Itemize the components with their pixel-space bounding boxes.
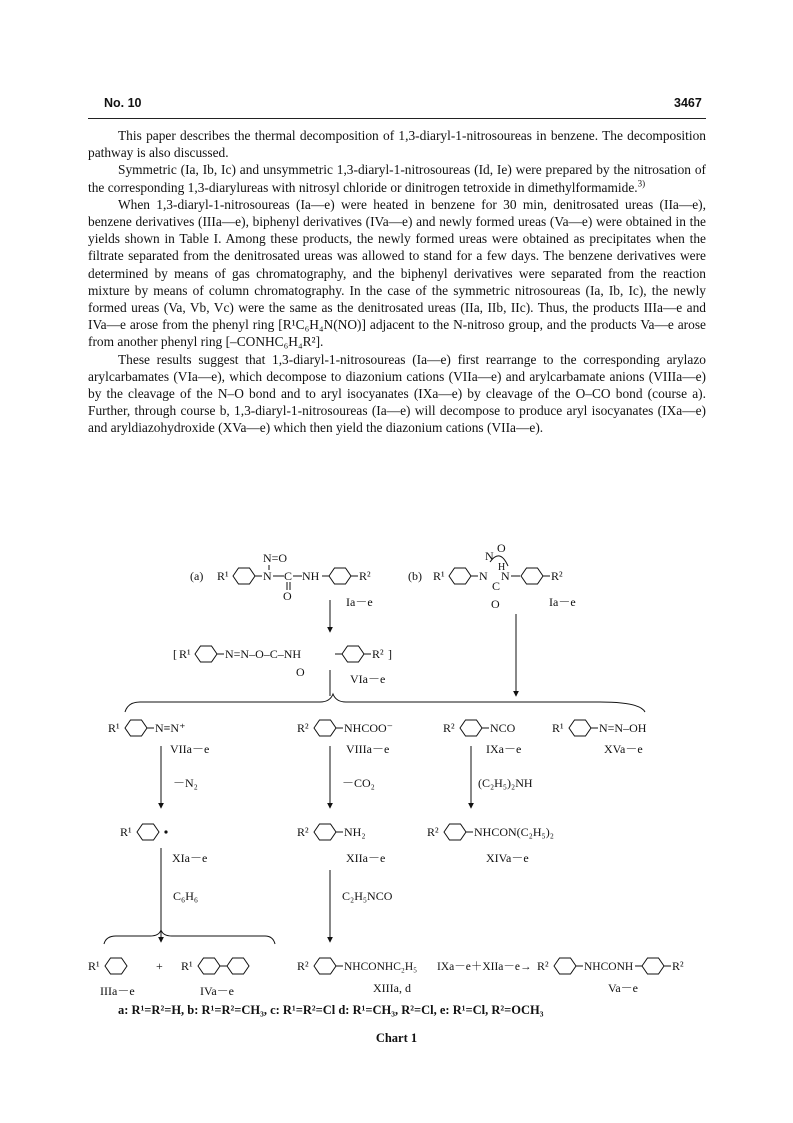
- compound-XIIa-e: XIIa－e: [346, 851, 386, 865]
- group-diazohydroxide: N=N–OH: [599, 721, 647, 735]
- svg-text:O: O: [283, 589, 292, 603]
- svg-text:N: N: [263, 569, 272, 583]
- compound-VIa-e: VIa－e: [350, 672, 386, 686]
- paragraph-1: This paper describes the thermal decomposition of 1,3-diaryl-1-nitrosoureas in benzene. The decomposition pathway is also discussed.: [88, 128, 706, 161]
- r1-label: R¹: [108, 721, 120, 735]
- r2-label: R²: [359, 569, 371, 583]
- compound-Va-e: Va－e: [608, 981, 638, 995]
- reagent-diethylamine: (C₂H₅)₂NH: [478, 776, 533, 790]
- r1-label: R¹: [179, 647, 191, 661]
- svg-text:H: H: [498, 562, 506, 573]
- compound-VIIIa-e: VIIIa－e: [346, 742, 390, 756]
- r1-label: R¹: [181, 959, 193, 973]
- svg-text:NH: NH: [302, 569, 320, 583]
- r1-label: R¹: [120, 825, 132, 839]
- r2-label: R²: [372, 647, 384, 661]
- journal-number: No. 10: [104, 96, 142, 110]
- group-amine: NH₂: [344, 825, 366, 839]
- plus-sign: +: [156, 959, 163, 973]
- r1-label: R¹: [217, 569, 229, 583]
- r2-label: R²: [672, 959, 684, 973]
- group-diethylurea: NHCON(C₂H₅)₂: [474, 825, 554, 839]
- paragraph-2: Symmetric (Ia, Ib, Ic) and unsymmetric 1,3-diaryl-1-nitrosoureas (Id, Ie) were prepared by the nitrosation of the corresponding 1,3-diarylureas with nitrosyl chloride or dinitrogen tetroxide in dimethylformamide.$^{3)}$: [88, 162, 706, 195]
- compound-IIIa-e: IIIa－e: [100, 984, 135, 998]
- reagent-benzene: C₆H₆: [173, 889, 199, 903]
- group-diarylurea: NHCONH: [584, 961, 634, 973]
- r1-label: R¹: [433, 569, 445, 583]
- substituent-legend: a: R¹=R²=H, b: R¹=R²=CH₃, c: R¹=R²=Cl d: R¹=CH₃, R²=Cl, e: R¹=Cl, R²=OCH₃: [118, 1003, 544, 1017]
- group-isocyanate: NCO: [490, 721, 516, 735]
- r2-label: R²: [297, 721, 309, 735]
- paragraph-4: These results suggest that 1,3-diaryl-1-nitrosoureas (Ia—e) first rearrange to the corresponding arylazo arylcarbamates (VIa—e), which decompose to diazonium cations (VIIa—e) and arylcarbamate anions (VIIIa—e) by the cleavage of the N–O bond and to aryl isocyanates (IXa—e) by cleavage of the O–CO bond (course a). Further, through course b, 1,3-diaryl-1-nitrosoureas (Ia—e) will decompose to produce aryl isocyanates (IXa—e) and aryldiazohydroxide (XVa—e) which then yield the diazonium cations (VIIa—e).: [88, 351, 706, 436]
- paragraph-3: When 1,3-diaryl-1-nitrosoureas (Ia—e) were heated in benzene for 30 min, denitrosated ureas (IIa—e), benzene derivatives (IIIa—e), biphenyl derivatives (IVa—e) and newly formed ureas (Va—e) were obtained in the yields shown in Table I. Among these products, the newly formed ureas were obtained as precipitates when the filtrate separated from the denitrosated ureas was allowed to stand for a few days. The benzene derivatives were determined by means of gas chromatography, and the biphenyl derivatives were separated from the reaction mixture by means of column chromatography. In the case of the symmetric nitrosoureas (Ia, Ib, Ic), the newly formed ureas (Va, Vb, Vc) were the same as the denitrosated ureas (IIa, IIb, IIc). Thus, the products IIIa—e and IVa—e arose from the phenyl ring [R¹C₆H₄N(NO)] adjacent to the N-nitroso group, and the products Va—e arose from another phenyl ring [–CONHC₆H₄R²].: [88, 196, 706, 350]
- compound-IXa-e: IXa－e: [486, 742, 522, 756]
- svg-text:N: N: [485, 549, 494, 563]
- course-b-label: (b): [408, 569, 422, 583]
- r1-label: R¹: [552, 721, 564, 735]
- r2-label: R²: [551, 569, 563, 583]
- compound-XVa-e: XVa－e: [604, 742, 643, 756]
- r2-label: R²: [537, 959, 549, 973]
- svg-text:N: N: [479, 569, 488, 583]
- loss-CO2: －CO₂: [342, 776, 375, 790]
- compound-IVa-e: IVa－e: [200, 984, 234, 998]
- compound-Ia-e: Ia－e: [346, 595, 373, 609]
- compound-VIIa-e: VIIa－e: [170, 742, 210, 756]
- r2-label: R²: [297, 959, 309, 973]
- chart-caption: Chart 1: [375, 1031, 418, 1045]
- r2-label: R²: [427, 825, 439, 839]
- group-azo-carbamate: N=N–O–C–NH: [225, 647, 302, 661]
- svg-text:C: C: [284, 569, 293, 583]
- compound-XIa-e: XIa－e: [172, 851, 208, 865]
- reference-mark: 3): [637, 178, 646, 189]
- svg-text:[: [: [173, 647, 177, 661]
- r2-label: R²: [297, 825, 309, 839]
- svg-text:O: O: [296, 665, 305, 679]
- svg-text:O: O: [497, 541, 506, 555]
- r2-label: R²: [443, 721, 455, 735]
- compound-XIIIa-d: XIIIa, d: [373, 981, 411, 995]
- svg-text:N=O: N=O: [263, 551, 288, 565]
- page-number: 3467: [674, 96, 702, 110]
- group-diazonium: N≡N⁺: [155, 721, 186, 735]
- svg-text:O: O: [491, 597, 500, 611]
- group-ethylurea: NHCONHC₂H₅: [344, 961, 418, 973]
- reaction-equation: IXa－e＋XIIa－e→: [437, 961, 532, 973]
- compound-Ia-e-b: Ia－e: [549, 595, 576, 609]
- reagent-ethyl-isocyanate: C₂H₅NCO: [342, 889, 393, 903]
- r1-label: R¹: [88, 959, 100, 973]
- svg-text:C: C: [492, 579, 501, 593]
- loss-N2: －N₂: [173, 776, 198, 790]
- svg-text:]: ]: [388, 647, 392, 661]
- svg-text:N: N: [501, 569, 510, 583]
- compound-XIVa-e: XIVa－e: [486, 851, 529, 865]
- course-a-label: (a): [190, 569, 204, 583]
- group-carbamate-anion: NHCOO⁻: [344, 721, 394, 735]
